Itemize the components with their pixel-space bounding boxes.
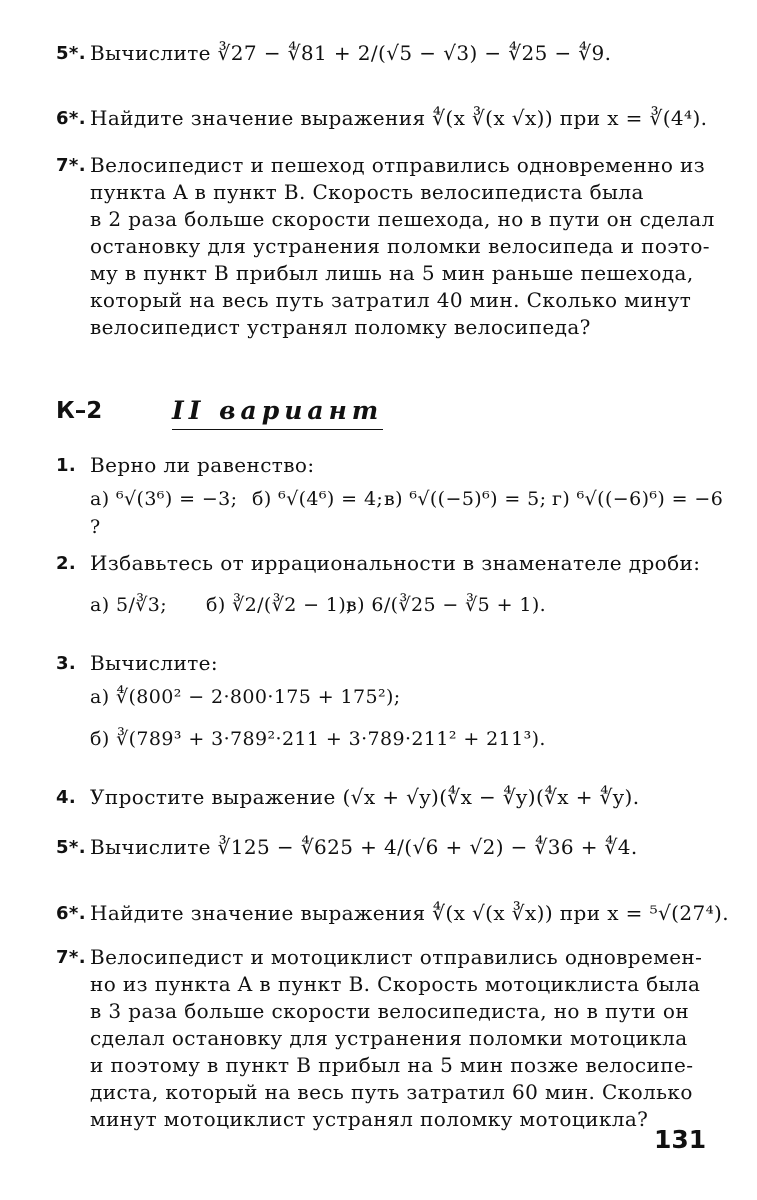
problem-number: 7*. — [56, 947, 86, 968]
question-mark: ? — [90, 516, 101, 538]
variant-title: II вариант — [172, 396, 383, 430]
problem-number: 4. — [56, 787, 77, 808]
option-a: а) ⁶√(3⁶) = −3; — [90, 488, 238, 510]
problem-number: 5*. — [56, 43, 86, 64]
problem-text: Вычислите ∛27 − ∜81 + 2/(√5 − √3) − ∜25 − ∜9. — [90, 41, 612, 65]
section-code: К–2 — [56, 398, 103, 424]
problem-text: Упростите выражение (√x + √y)(∜x − ∜y)(∜x + ∜y). — [90, 785, 640, 809]
option-b: б) ∛2/(∛2 − 1); — [206, 594, 353, 616]
problem-question: Вычислите: — [90, 651, 219, 675]
option-a: а) ∜(800² − 2·800·175 + 175²); — [90, 686, 401, 708]
text-line: минут мотоциклист устранял поломку мотоцикла? — [90, 1107, 649, 1131]
text-line: му в пункт B прибыл лишь на 5 мин раньше пешехода, — [90, 261, 694, 285]
problem-number: 6*. — [56, 903, 86, 924]
text-line: в 3 раза больше скорости велосипедиста, но в пути он — [90, 999, 690, 1023]
text-line: пункта A в пункт B. Скорость велосипедиста была — [90, 180, 644, 204]
problem-number: 5*. — [56, 837, 86, 858]
problem-number: 3. — [56, 653, 77, 674]
option-d: г) ⁶√((−6)⁶) = −6 — [552, 488, 724, 510]
problem-question: Верно ли равенство: — [90, 453, 315, 477]
problem-number: 6*. — [56, 108, 86, 129]
problem-text: Вычислите ∛125 − ∜625 + 4/(√6 + √2) − ∜36 + ∜4. — [90, 835, 638, 859]
problem-text: Найдите значение выражения ∜(x √(x ∛x)) при x = ⁵√(27⁴). — [90, 901, 729, 925]
text-line: велосипедист устранял поломку велосипеда? — [90, 315, 591, 339]
text-line: который на весь путь затратил 40 мин. Сколько минут — [90, 288, 692, 312]
text-line: но из пункта A в пункт B. Скорость мотоциклиста была — [90, 972, 701, 996]
text-line: остановку для устранения поломки велосипеда и поэто- — [90, 234, 710, 258]
problem-number: 7*. — [56, 155, 86, 176]
text-line: диста, который на весь путь затратил 60 мин. Сколько — [90, 1080, 693, 1104]
option-c: в) 6/(∛25 − ∛5 + 1). — [346, 594, 547, 616]
text-line: Велосипедист и пешеход отправились одновременно из — [90, 153, 706, 177]
text-line: и поэтому в пункт B прибыл на 5 мин позже велосипе- — [90, 1053, 694, 1077]
text-line: в 2 раза больше скорости пешехода, но в пути он сделал — [90, 207, 715, 231]
option-b: б) ∛(789³ + 3·789²·211 + 3·789·211² + 211³). — [90, 728, 546, 750]
option-b: б) ⁶√(4⁶) = 4; — [252, 488, 384, 510]
text-line: Велосипедист и мотоциклист отправились одновремен- — [90, 945, 703, 969]
page-number: 131 — [654, 1125, 707, 1154]
problem-question: Избавьтесь от иррациональности в знаменателе дроби: — [90, 551, 701, 575]
problem-text: Найдите значение выражения ∜(x ∛(x √x)) при x = ∛(4⁴). — [90, 106, 708, 130]
problem-number: 1. — [56, 455, 77, 476]
option-a: а) 5/∛3; — [90, 594, 168, 616]
option-c: в) ⁶√((−5)⁶) = 5; — [384, 488, 547, 510]
text-line: сделал остановку для устранения поломки мотоцикла — [90, 1026, 688, 1050]
problem-number: 2. — [56, 553, 77, 574]
